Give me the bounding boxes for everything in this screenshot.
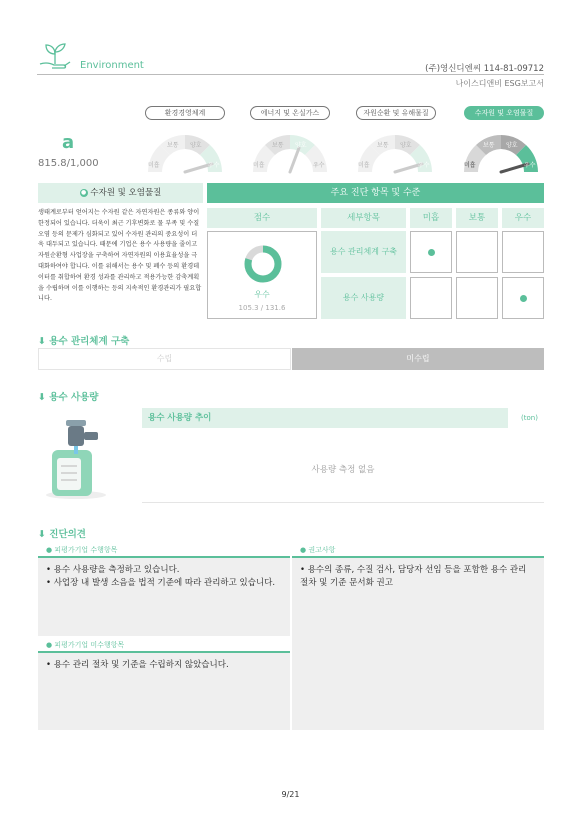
opinion-title: ⬇ 진단의견: [38, 529, 86, 540]
score-value: 105.3 / 131.6: [238, 304, 286, 312]
row0-fair: [456, 231, 498, 273]
score-donut: [243, 244, 283, 284]
check-icon: ●: [46, 546, 53, 554]
col-header-excellent: 우수: [502, 208, 544, 228]
gauge-label-low: 미흡: [464, 162, 476, 169]
arrow-down-icon: ⬇: [38, 529, 46, 540]
recommendations-header: ● 권고사항: [292, 543, 544, 558]
row1-excellent: [502, 277, 544, 319]
category-title: 수자원 및 오염물질: [90, 188, 162, 198]
usage-empty-message: 사용량 측정 없음: [311, 465, 375, 475]
water-usage-title: ⬇ 용수 사용량: [38, 392, 99, 403]
grade-letter: a: [62, 132, 75, 153]
row0-excellent: [502, 231, 544, 273]
col-header-fair: 보통: [456, 208, 498, 228]
undone-item: • 용수 관리 절차 및 기준을 수립하지 않았습니다.: [46, 660, 229, 670]
gauge-label-top: 우수: [208, 162, 220, 169]
usage-divider: [142, 502, 544, 503]
row1-fair: [456, 277, 498, 319]
gauge-label-mid: 보통: [483, 142, 495, 149]
done-item: • 사업장 내 발생 소음을 법적 기준에 따라 관리하고 있습니다.: [46, 578, 276, 588]
usage-chart-title: 용수 사용량 추이: [142, 408, 508, 428]
report-title: 나이스디앤비 ESG보고서: [455, 79, 544, 88]
row0-poor: [410, 231, 452, 273]
grade-score: 815.8/1,000: [38, 158, 99, 169]
gauge-label-low: 미흡: [358, 162, 370, 169]
level-dot: [428, 249, 435, 256]
option-established: 수립: [38, 348, 291, 370]
water-mgmt-title: ⬇ 용수 관리체계 구축: [38, 336, 130, 347]
environment-logo-icon: [38, 42, 72, 72]
gauge-label-top: 우수: [313, 162, 325, 169]
water-tap-illustration: [40, 412, 112, 500]
company-info: (주)영신디엔씨 114-81-09712: [425, 64, 544, 74]
check-icon: ●: [300, 546, 307, 554]
tab-water-pollution[interactable]: 수자원 및 오염물질: [464, 106, 544, 120]
row-item-water-mgmt: 용수 관리체계 구축: [321, 231, 406, 273]
water-drop-icon: ●: [80, 188, 87, 196]
tab-energy-ghg[interactable]: 에너지 및 온실가스: [250, 106, 330, 120]
score-grade-label: 우수: [254, 290, 270, 299]
arrow-down-icon: ⬇: [38, 392, 46, 403]
gauge-label-good: 양호: [400, 142, 412, 149]
gauge-label-mid: 보통: [377, 142, 389, 149]
col-header-item: 세부항목: [321, 208, 406, 228]
gauge-label-good: 양호: [295, 142, 307, 149]
option-not-established: 미수립: [292, 348, 544, 370]
gauge-label-mid: 보통: [167, 142, 179, 149]
done-items-box: [38, 543, 290, 636]
undone-items-header: ● 피평가기업 미수행항목: [38, 638, 290, 653]
recommendation-item: • 용수의 종류, 수질 검사, 담당자 선임 등을 포함한 용수 관리 절차 및 기준 문서화 권고: [300, 565, 527, 588]
col-header-poor: 미흡: [410, 208, 452, 228]
recommendations-box: [292, 543, 544, 730]
tab-env-mgmt[interactable]: 환경경영체계: [145, 106, 225, 120]
gauge-label-good: 양호: [506, 142, 518, 149]
category-header: [38, 183, 203, 203]
check-icon: ●: [46, 641, 53, 649]
done-item: • 용수 사용량을 측정하고 있습니다.: [46, 565, 180, 575]
row1-poor: [410, 277, 452, 319]
undone-items-box: [38, 638, 290, 730]
category-description: 생태계로부터 얻어지는 수자원 같은 자연자원은 종류와 양이 한정되어 있습니다. 더욱이 최근 기후변화로 물 부족 및 수질오염 등의 문제가 심화되고 있어 수자원 관리의 중요성이 더욱 대두되고 있습니다. 때문에 기업은 용수 사용량을 줄이고 자원순환형 사업장을 구축하여 자연자원의 이용효율성을 극대화하여야 합니다. 이를 위해서는 용수 및 폐수 등의 환경데이터를 취합하여 환경 성과를 관리하고 적용가능한 감축계획을 수립하며 이를 이행하는 등의 지속적인 환경관리가 필요합니다.: [38, 209, 202, 303]
page-number: 9/21: [281, 790, 300, 799]
gauge-label-low: 미흡: [148, 162, 160, 169]
section-title: Environment: [80, 60, 144, 71]
header-divider: [37, 74, 544, 75]
tab-resource-hazard[interactable]: 자원순환 및 유해물질: [356, 106, 436, 120]
gauge-label-top: 우수: [524, 162, 536, 169]
gauge-label-mid: 보통: [272, 142, 284, 149]
gauge-label-low: 미흡: [253, 162, 265, 169]
gauge-label-top: 우수: [418, 162, 430, 169]
level-dot: [520, 295, 527, 302]
done-items-header: ● 피평가기업 수행항목: [38, 543, 290, 558]
diagnosis-title: 주요 진단 항목 및 수준: [207, 183, 544, 203]
score-cell: [207, 231, 317, 319]
row-item-water-usage: 용수 사용량: [321, 277, 406, 319]
gauge-label-good: 양호: [190, 142, 202, 149]
usage-unit: (ton): [521, 414, 538, 422]
col-header-score: 점수: [207, 208, 317, 228]
arrow-down-icon: ⬇: [38, 336, 46, 347]
